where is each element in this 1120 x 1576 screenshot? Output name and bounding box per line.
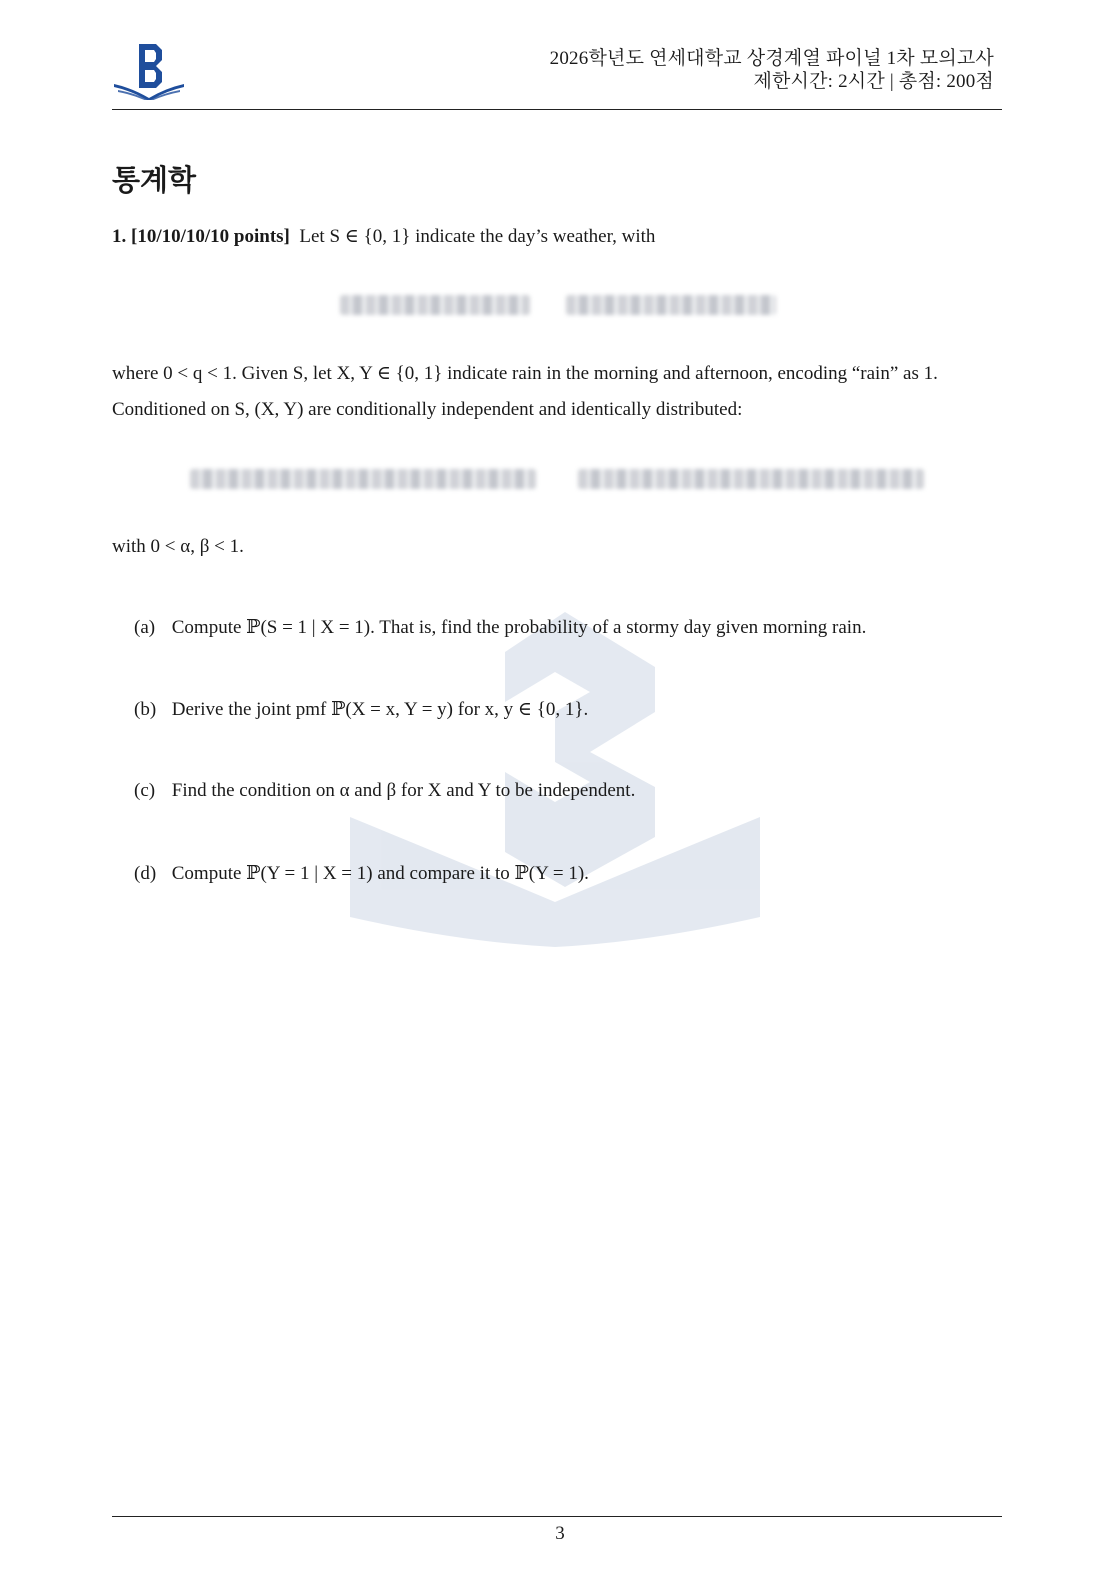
header-divider <box>112 109 1002 110</box>
part-d <box>134 862 589 885</box>
footer-divider <box>112 1516 1002 1517</box>
part-text: Derive the joint pmf ℙ(X = x, Y = y) for x, y ∈ {0, 1}. <box>171 699 589 720</box>
part-text: Compute ℙ(Y = 1 | X = 1) and compare it to ℙ(Y = 1). <box>171 863 589 884</box>
redacted-equation <box>190 469 536 489</box>
question-heading <box>112 225 655 248</box>
exam-meta: 제한시간: 2시간 | 총점: 200점 <box>753 71 994 92</box>
paragraph-line: with 0 < α, β < 1. <box>112 536 244 557</box>
part-label: (b) <box>134 699 157 720</box>
exam-title: 2026학년도 연세대학교 상경계열 파이널 1차 모의고사 <box>549 48 994 69</box>
question-intro: Let S ∈ {0, 1} indicate the day’s weather, with <box>299 226 656 247</box>
part-c <box>134 780 635 802</box>
redacted-equation <box>566 295 776 315</box>
redacted-equation <box>578 469 924 489</box>
part-label: (a) <box>134 617 156 638</box>
part-label: (d) <box>134 863 157 884</box>
part-b <box>134 698 588 721</box>
paragraph-line: where 0 < q < 1. Given S, let X, Y ∈ {0, 1} indicate rain in the morning and afternoon, encoding “rain” as 1. <box>112 363 938 384</box>
section-title: 통계학 <box>112 163 197 197</box>
redacted-equation <box>340 295 530 315</box>
part-label: (c) <box>134 780 156 801</box>
part-text: Find the condition on α and β for X and Y to be independent. <box>171 780 636 801</box>
book-b-logo-icon <box>112 40 186 100</box>
question-number: 1. <box>112 226 127 247</box>
part-a <box>134 616 866 639</box>
paragraph-line: Conditioned on S, (X, Y) are conditionally independent and identically distributed: <box>112 399 743 420</box>
page-number: 3 <box>555 1523 565 1544</box>
question-points: [10/10/10/10 points] <box>131 226 290 247</box>
part-text: Compute ℙ(S = 1 | X = 1). That is, find the probability of a stormy day given morning rain. <box>171 617 867 638</box>
